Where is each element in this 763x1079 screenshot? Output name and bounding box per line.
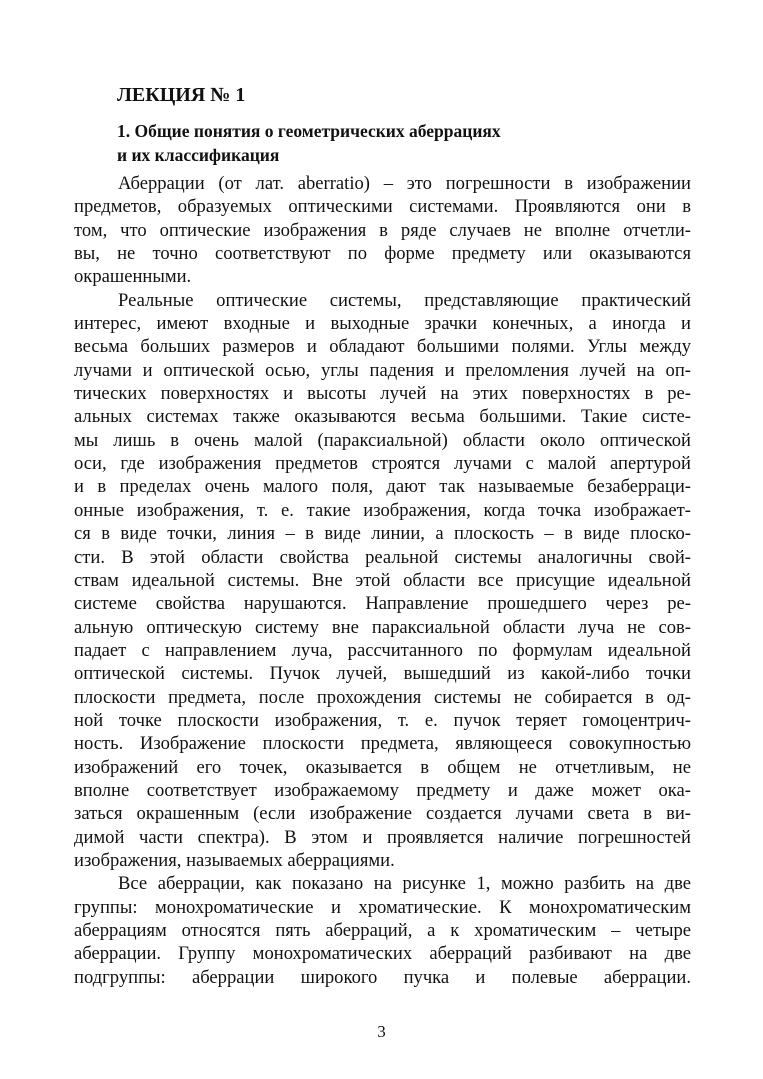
paragraph-3	[74, 872, 691, 989]
text-line: и в пределах очень малого поля, дают так называемые безаберраци-	[74, 476, 691, 498]
text-line: интерес, имеют входные и выходные зрачки конечных, а иногда и	[74, 313, 691, 335]
text-line: заться окрашенным (если изображение создается лучами света в ви-	[74, 803, 691, 825]
section-title	[117, 119, 677, 167]
text-line: Аберрации (от лат. aberratio) – это погрешности в изображении	[118, 173, 691, 194]
text-line: ствам идеальной системы. Вне этой области все присущие идеальной	[74, 569, 691, 591]
text-line: Все аберрации, как показано на рисунке 1, можно разбить на две	[118, 873, 691, 895]
text-line: вполне соответствует изображаемому предмету и даже может ока-	[74, 779, 691, 801]
text-line: сти. В этой области свойства реальной системы аналогичны свой-	[74, 546, 691, 568]
text-line: аберрациям относятся пять аберраций, а к хроматическим – четыре	[74, 920, 691, 941]
text-line: Реальные оптические системы, представляющие практический	[118, 289, 691, 311]
text-line: изображений его точек, оказывается в общем не отчетливым, не	[74, 756, 691, 778]
section-title-line-2: и их классификация	[117, 145, 280, 165]
text-line: димой части спектра). В этом и проявляется наличие погрешностей	[74, 826, 691, 848]
text-line: ность. Изображение плоскости предмета, являющееся совокупностью	[74, 733, 691, 755]
text-line: вы, не точно соответствуют по форме предмету или оказываются	[74, 243, 691, 265]
text-line: окрашенными.	[74, 266, 192, 288]
text-line: мы лишь в очень малой (параксиальной) области около оптической	[74, 429, 691, 451]
text-line: ной точке плоскости изображения, т. е. пучок теряет гомоцентрич-	[74, 709, 691, 731]
text-line: весьма больших размеров и обладают большими полями. Углы между	[74, 336, 691, 358]
text-line: онные изображения, т. е. такие изображения, когда точка изображает-	[74, 499, 691, 521]
paragraph-2	[74, 289, 691, 873]
text-line: падает с направлением луча, рассчитанного по формулам идеальной	[74, 639, 691, 661]
text-line: оптической системы. Пучок лучей, вышедший из какой-либо точки	[74, 663, 691, 685]
text-line: том, что оптические изображения в ряде случаев не вполне отчетли-	[74, 219, 691, 241]
text-line: предметов, образуемых оптическими системами. Проявляются они в	[74, 196, 691, 218]
section-title-line-1: 1. Общие понятия о геометрических аберрациях	[117, 121, 501, 141]
text-line: оси, где изображения предметов строятся лучами с малой апертурой	[74, 453, 691, 475]
text-line: ся в виде точки, линия – в виде линии, а плоскость – в виде плоско-	[74, 523, 691, 545]
text-line: подгруппы: аберрации широкого пучка и полевые аберрации.	[74, 966, 691, 988]
text-line: плоскости предмета, после прохождения системы не собирается в од-	[74, 686, 691, 708]
lecture-title: ЛЕКЦИЯ № 1	[117, 84, 246, 106]
text-line: лучами и оптической осью, углы падения и преломления лучей на оп-	[74, 359, 691, 381]
text-line: тических поверхностях и высоты лучей на этих поверхностях в ре-	[74, 383, 691, 405]
paragraph-1	[74, 172, 691, 289]
text-line: системе свойства нарушаются. Направление прошедшего через ре-	[74, 593, 691, 615]
text-line: изображения, называемых аберрациями.	[74, 849, 395, 871]
text-line: альных системах также оказываются весьма большими. Такие систе-	[74, 406, 691, 428]
text-line: группы: монохроматические и хроматические. К монохроматическим	[74, 896, 691, 918]
text-line: альную оптическую систему вне параксиальной области луча не сов-	[74, 616, 691, 638]
body-text	[74, 172, 691, 989]
text-line: аберрации. Группу монохроматических аберраций разбивают на две	[74, 943, 691, 965]
page-number: 3	[377, 1022, 386, 1041]
